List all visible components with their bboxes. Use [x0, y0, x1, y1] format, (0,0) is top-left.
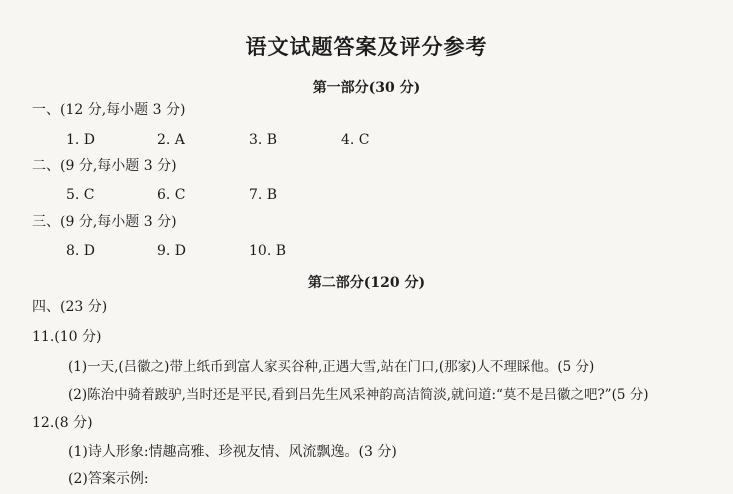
answer-item: 6. C — [157, 187, 186, 203]
question-11-answer-1: (1)一天,(吕徽之)带上纸币到富人家买谷种,正遇大雪,站在门口,(那家)人不理睬他。(5 分) — [68, 359, 595, 375]
question-11-label: 11.(10 分) — [32, 329, 102, 345]
answer-item: 8. D — [66, 243, 96, 259]
page-title: 语文试题答案及评分参考 — [245, 34, 488, 59]
question-12-answer-1: (1)诗人形象:情趣高雅、珍视友情、风流飘逸。(3 分) — [68, 444, 397, 460]
answer-item: 10. B — [249, 243, 287, 259]
answer-item: 7. B — [249, 187, 278, 203]
answer-item: 5. C — [66, 187, 95, 203]
question-12-answer-2: (2)答案示例: — [68, 471, 149, 487]
part-two-heading: 第二部分(120 分) — [307, 275, 426, 291]
answer-item: 9. D — [157, 243, 187, 259]
answer-item: 2. A — [157, 132, 185, 148]
question-12-label: 12.(8 分) — [32, 415, 93, 431]
section-three-label: 三、(9 分,每小题 3 分) — [32, 214, 177, 230]
answer-item: 4. C — [341, 132, 370, 148]
section-one-label: 一、(12 分,每小题 3 分) — [32, 102, 186, 118]
section-four-label: 四、(23 分) — [32, 299, 108, 315]
section-two-label: 二、(9 分,每小题 3 分) — [32, 158, 177, 174]
question-11-answer-2: (2)陈治中骑着跛驴,当时还是平民,看到吕先生风采神韵高洁简淡,就问道:“莫不是吕徽之吧?”(5 分) — [68, 387, 649, 403]
answer-item: 3. B — [249, 132, 278, 148]
answer-item: 1. D — [66, 132, 96, 148]
part-one-heading: 第一部分(30 分) — [312, 80, 421, 96]
